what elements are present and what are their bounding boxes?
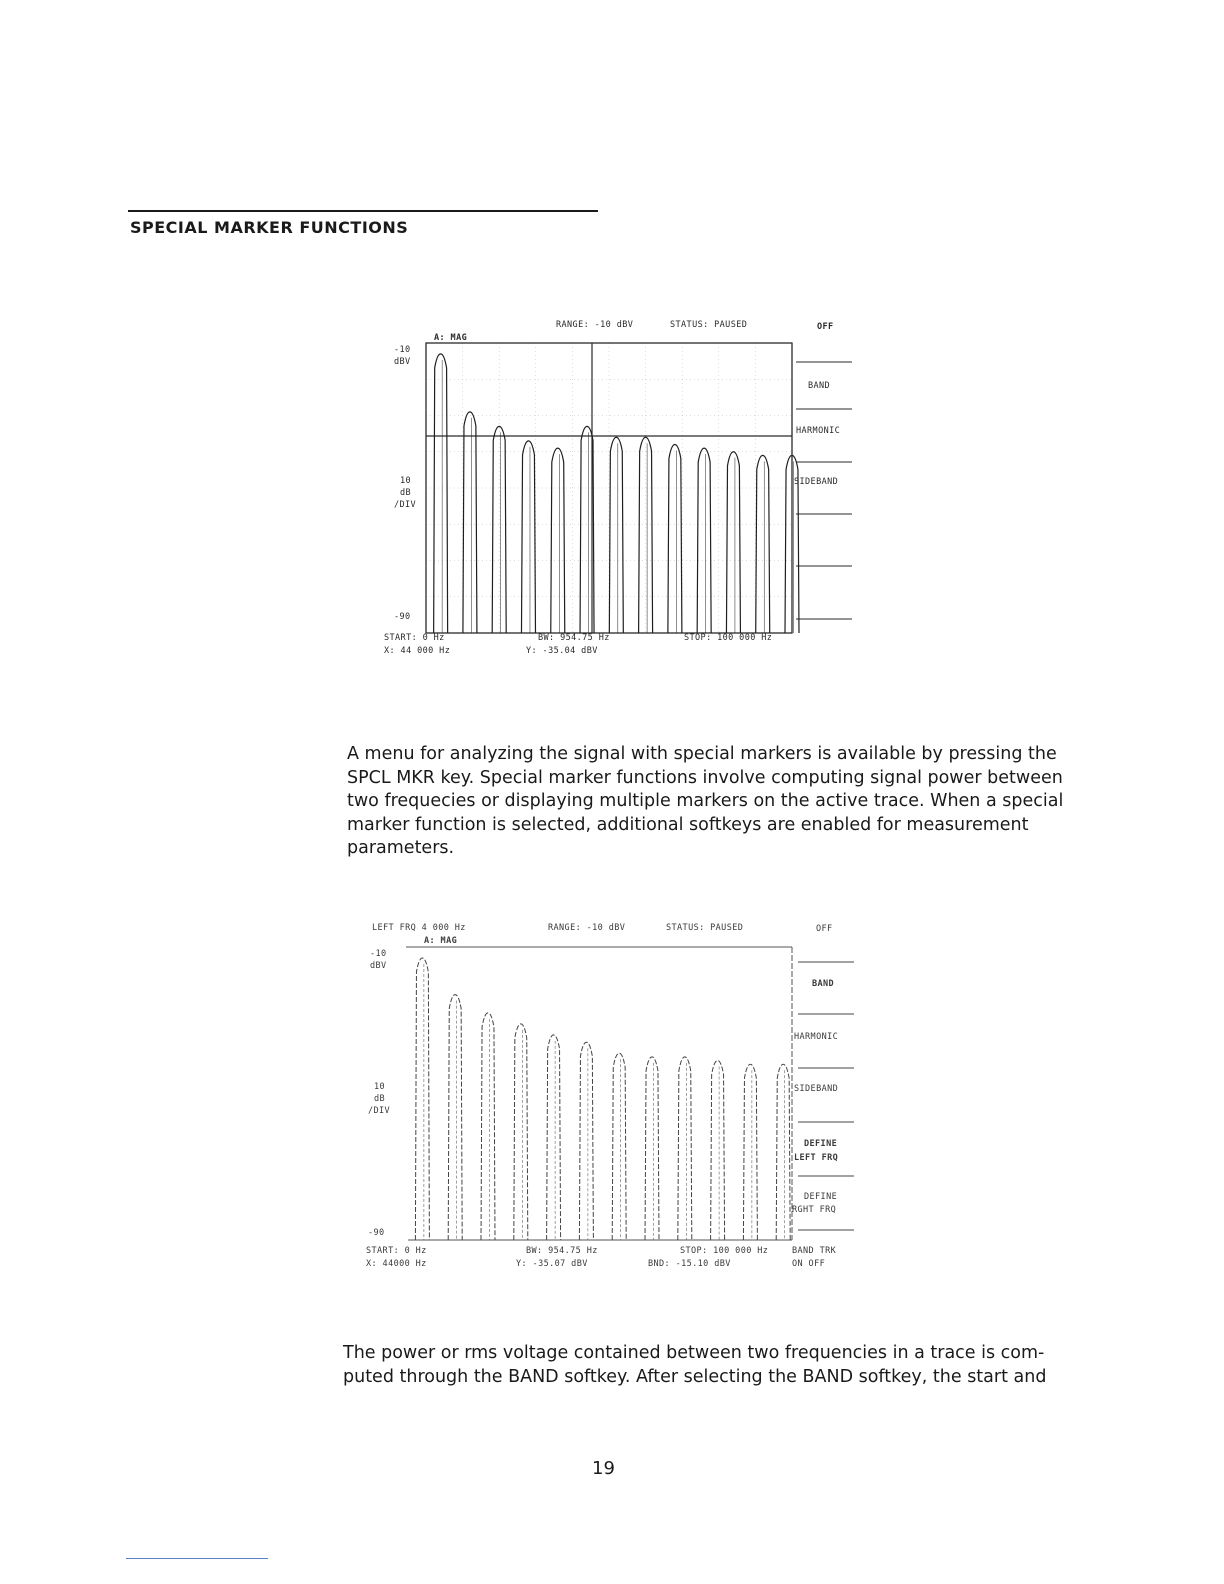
range-readout: RANGE: -10 dBV bbox=[548, 923, 626, 933]
harmonic-peak bbox=[492, 426, 506, 633]
softkey-band[interactable]: BAND bbox=[812, 979, 835, 989]
softkey-harmonic[interactable]: HARMONIC bbox=[794, 1032, 839, 1042]
spectrum-plot-1 bbox=[380, 316, 860, 661]
y-bottom-value: -90 bbox=[368, 1228, 385, 1238]
para1-line: A menu for analyzing the signal with special markers is available by pressing the bbox=[347, 744, 1057, 764]
harmonic-peak bbox=[521, 441, 535, 633]
y-scale-div: /DIV bbox=[368, 1106, 391, 1116]
body-paragraph-2 bbox=[343, 1342, 1123, 1389]
para1-line: SPCL MKR key. Special marker functions involve computing signal power between bbox=[347, 767, 1063, 788]
y-top-value: -10 bbox=[370, 949, 387, 959]
harmonic-peak bbox=[645, 1057, 659, 1240]
y-scale-value: 10 bbox=[374, 1082, 386, 1092]
page-number: 19 bbox=[592, 1458, 615, 1479]
softkey-define-right-line1[interactable]: DEFINE bbox=[804, 1192, 838, 1202]
harmonic-peak bbox=[612, 1053, 626, 1240]
band-readout: BND: -15.10 dBV bbox=[648, 1259, 731, 1269]
start-readout: START: 0 Hz bbox=[366, 1246, 427, 1256]
trace bbox=[434, 354, 799, 633]
harmonic-peak bbox=[776, 1064, 790, 1240]
status-readout: STATUS: PAUSED bbox=[670, 320, 748, 330]
left-frq-readout: LEFT FRQ 4 000 Hz bbox=[372, 923, 466, 933]
x-marker-readout: X: 44000 Hz bbox=[366, 1259, 427, 1269]
harmonic-peak bbox=[678, 1057, 692, 1240]
para2-line: The power or rms voltage contained between two frequencies in a trace is com- bbox=[343, 1343, 1045, 1363]
harmonic-peak bbox=[579, 1042, 593, 1240]
softkey-sideband[interactable]: SIDEBAND bbox=[794, 1084, 839, 1094]
harmonic-peak bbox=[434, 354, 448, 633]
para1-line: parameters. bbox=[347, 838, 455, 858]
analyzer-screen-2 bbox=[360, 918, 860, 1273]
softkey-harmonic[interactable]: HARMONIC bbox=[796, 426, 841, 436]
trace-label: A: MAG bbox=[424, 936, 458, 946]
harmonic-peak bbox=[551, 448, 565, 633]
y-scale-value: 10 bbox=[400, 476, 412, 486]
analyzer-screen-1 bbox=[380, 316, 860, 661]
x-marker-readout: X: 44 000 Hz bbox=[384, 646, 451, 656]
y-bottom-value: -90 bbox=[394, 612, 411, 622]
section-title: SPECIAL MARKER FUNCTIONS bbox=[130, 218, 409, 237]
stop-readout: STOP: 100 000 Hz bbox=[684, 633, 773, 643]
harmonic-peak bbox=[697, 448, 711, 633]
para2-line: puted through the BAND softkey. After selecting the BAND softkey, the start and bbox=[343, 1366, 1047, 1387]
trace-label: A: MAG bbox=[434, 333, 468, 343]
bw-readout: BW: 954.75 Hz bbox=[526, 1246, 598, 1256]
harmonic-peak bbox=[726, 452, 740, 633]
harmonic-peak bbox=[463, 412, 477, 633]
bw-readout: BW: 954.75 Hz bbox=[538, 633, 610, 643]
status-readout: STATUS: PAUSED bbox=[666, 923, 744, 933]
y-top-unit: dBV bbox=[370, 961, 387, 971]
y-scale-div: /DIV bbox=[394, 500, 417, 510]
stop-readout: STOP: 100 000 Hz bbox=[680, 1246, 769, 1256]
para1-line: marker function is selected, additional softkeys are enabled for measurement bbox=[347, 814, 1029, 835]
trace bbox=[415, 958, 790, 1240]
harmonic-peak bbox=[514, 1024, 528, 1240]
softkey-band-trk[interactable]: BAND TRK bbox=[792, 1246, 837, 1256]
y-scale-unit: dB bbox=[400, 488, 412, 498]
softkey-sideband[interactable]: SIDEBAND bbox=[794, 477, 839, 487]
harmonic-peak bbox=[448, 995, 462, 1240]
y-marker-readout: Y: -35.07 dBV bbox=[516, 1259, 588, 1269]
harmonic-peak bbox=[711, 1061, 725, 1240]
harmonic-peak bbox=[743, 1064, 757, 1240]
y-marker-readout: Y: -35.04 dBV bbox=[526, 646, 598, 656]
softkey-band[interactable]: BAND bbox=[808, 381, 831, 391]
harmonic-peak bbox=[609, 437, 623, 633]
harmonic-peak bbox=[756, 455, 770, 633]
y-top-value: -10 bbox=[394, 345, 411, 355]
harmonic-peak bbox=[547, 1035, 561, 1240]
y-scale-unit: dB bbox=[374, 1094, 386, 1104]
softkey-define-left-line1[interactable]: DEFINE bbox=[804, 1139, 838, 1149]
softkey-define-left-line2[interactable]: LEFT FRQ bbox=[794, 1153, 839, 1163]
spectrum-plot-2 bbox=[360, 918, 860, 1273]
start-readout: START: 0 Hz bbox=[384, 633, 445, 643]
softkey-define-right-line2[interactable]: RGHT FRQ bbox=[792, 1205, 837, 1215]
range-readout: RANGE: -10 dBV bbox=[556, 320, 634, 330]
softkey-off[interactable]: OFF bbox=[816, 924, 833, 934]
y-top-unit: dBV bbox=[394, 357, 411, 367]
section-rule bbox=[128, 210, 598, 212]
para1-line: two frequecies or displaying multiple markers on the active trace. When a special bbox=[347, 791, 1064, 811]
footnote-rule bbox=[126, 1558, 268, 1559]
harmonic-peak bbox=[481, 1013, 495, 1240]
harmonic-peak bbox=[415, 958, 429, 1240]
softkey-off[interactable]: OFF bbox=[817, 322, 834, 332]
softkey-band-trk-state[interactable]: ON OFF bbox=[792, 1259, 826, 1269]
harmonic-peak bbox=[668, 445, 682, 634]
body-paragraph-1 bbox=[347, 743, 1127, 861]
